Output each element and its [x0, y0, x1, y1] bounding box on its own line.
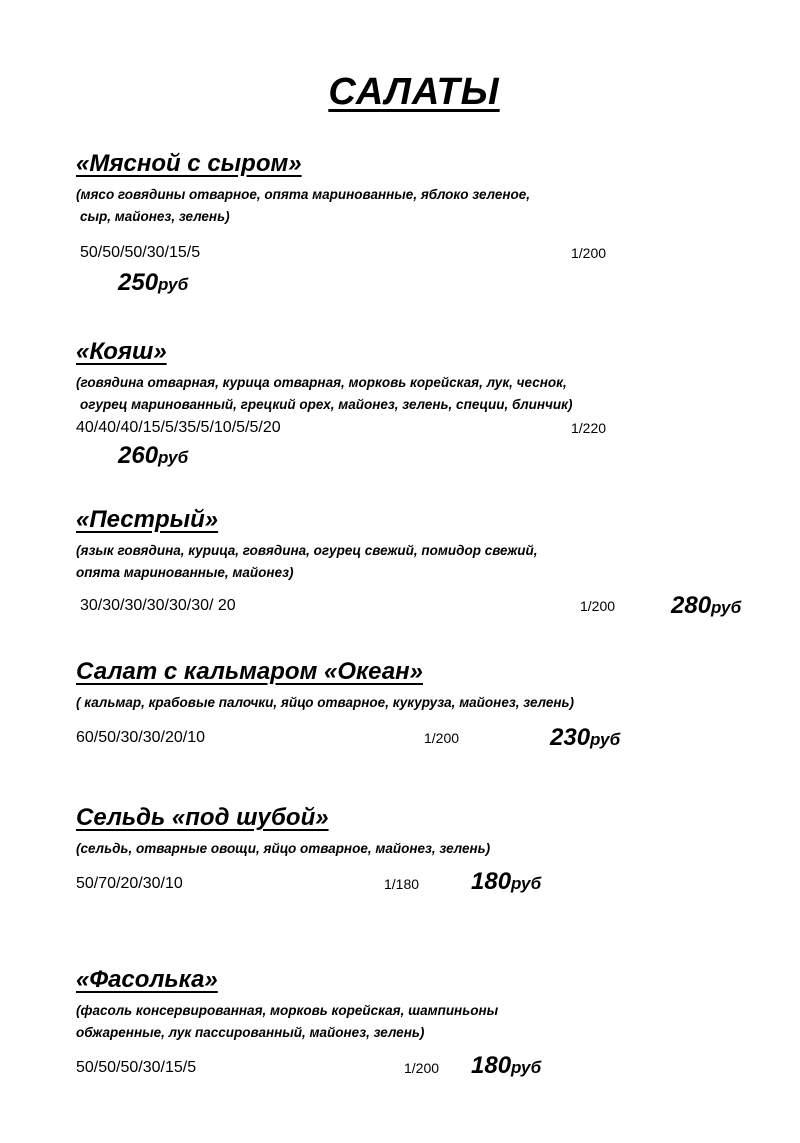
- price-value: 180: [471, 1052, 512, 1079]
- dish-name: «Фасолька»: [76, 966, 218, 993]
- ingredients-line: ( кальмар, крабовые палочки, яйцо отварное, кукуруза, майонез, зелень): [76, 695, 575, 710]
- ingredients-line: (сельдь, отварные овощи, яйцо отварное, майонез, зелень): [76, 841, 491, 856]
- dish-portion: 1/200: [424, 730, 460, 746]
- ingredients-line: (фасоль консервированная, морковь корейская, шампиньоны: [76, 1003, 499, 1018]
- dish-portion: 1/180: [384, 876, 420, 892]
- ingredients-line: (говядина отварная, курица отварная, морковь корейская, лук, чеснок,: [76, 375, 567, 390]
- price-value: 250: [118, 269, 159, 296]
- dish-ingredients: [76, 540, 716, 584]
- dish-price: [471, 1052, 541, 1083]
- dish-price: [671, 592, 741, 623]
- dish-price: [118, 442, 188, 473]
- dish-name: Сельдь «под шубой»: [76, 804, 329, 831]
- dish-weights: 50/70/20/30/10: [76, 875, 183, 892]
- price-currency: руб: [158, 275, 189, 294]
- price-currency: руб: [711, 598, 742, 617]
- dish-price: [118, 269, 188, 300]
- ingredients-line: (мясо говядины отварное, опята маринованные, яблоко зеленое,: [76, 187, 531, 202]
- dish-weights: 40/40/40/15/5/35/5/10/5/5/20: [76, 419, 281, 436]
- price-value: 180: [471, 868, 512, 895]
- ingredients-line: огурец маринованный, грецкий орех, майонез, зелень, специи, блинчик): [80, 397, 573, 412]
- price-currency: руб: [511, 874, 542, 893]
- price-value: 280: [671, 592, 712, 619]
- dish-name: «Кояш»: [76, 338, 167, 365]
- dish-weights: 50/50/50/30/15/5: [76, 1059, 197, 1076]
- dish-weights: 50/50/50/30/15/5: [80, 244, 201, 261]
- dish-name: «Пестрый»: [76, 506, 219, 533]
- ingredients-line: опята маринованные, майонез): [76, 565, 294, 580]
- dish-ingredients: [76, 372, 716, 416]
- dish-portion: 1/220: [571, 420, 607, 436]
- price-currency: руб: [158, 448, 189, 467]
- ingredients-line: обжаренные, лук пассированный, майонез, зелень): [76, 1025, 425, 1040]
- price-value: 230: [550, 724, 591, 751]
- dish-portion: 1/200: [580, 598, 616, 614]
- price-value: 260: [118, 442, 159, 469]
- dish-ingredients: [76, 184, 716, 228]
- dish-ingredients: [76, 838, 716, 860]
- dish-portion: 1/200: [571, 245, 607, 261]
- dish-weights: 60/50/30/30/20/10: [76, 729, 206, 746]
- dish-name: Салат с кальмаром «Океан»: [76, 658, 424, 685]
- dish-portion: 1/200: [404, 1060, 440, 1076]
- price-currency: руб: [511, 1058, 542, 1077]
- page-title: САЛАТЫ: [328, 71, 500, 113]
- dish-ingredients: [76, 1000, 716, 1044]
- dish-ingredients: [76, 692, 716, 714]
- price-currency: руб: [590, 730, 621, 749]
- ingredients-line: сыр, майонез, зелень): [80, 209, 230, 224]
- ingredients-line: (язык говядина, курица, говядина, огурец свежий, помидор свежий,: [76, 543, 538, 558]
- dish-name: «Мясной с сыром»: [76, 150, 302, 177]
- dish-price: [550, 724, 620, 755]
- dish-price: [471, 868, 541, 899]
- dish-weights: 30/30/30/30/30/30/ 20: [80, 597, 236, 614]
